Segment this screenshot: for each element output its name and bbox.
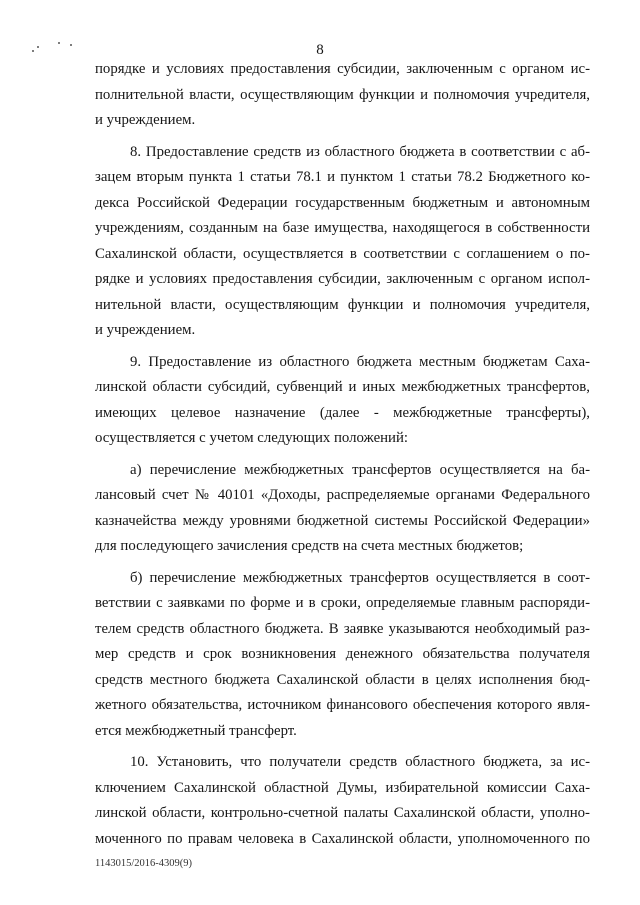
text-line: нительной власти, осуществляющим функции и полномочия учредителя, xyxy=(95,296,590,313)
text-line: жетного обязательства, источником финансового обеспечения которого явля- xyxy=(95,697,590,713)
text-line: зацем вторым пункта 1 статьи 78.1 и пунктом 1 статьи 78.2 Бюджетного ко- xyxy=(95,169,590,185)
text-line: имеющих целевое назначение (далее - межбюджетные трансферты), xyxy=(95,404,590,421)
paragraph xyxy=(95,350,590,452)
paragraph xyxy=(95,566,590,745)
text-line: и учреждением. xyxy=(95,322,196,338)
text-line: ключением Сахалинской областной Думы, избирательной комиссии Саха- xyxy=(95,779,590,796)
text-line: ется межбюджетный трансферт. xyxy=(95,722,297,739)
text-line: декса Российской Федерации государственным бюджетным и автономным xyxy=(95,194,590,211)
text-line: б) перечисление межбюджетных трансфертов осуществляется в соот- xyxy=(130,569,590,586)
text-line: лансовый счет № 40101 «Доходы, распределяемые органами Федерального xyxy=(95,487,590,503)
text-line: для последующего зачисления средств на счета местных бюджетов; xyxy=(95,538,524,554)
text-line: телем средств областного бюджета. В заявке указываются необходимый раз- xyxy=(95,620,590,637)
text-line: линской области субсидий, субвенций и иных межбюджетных трансфертов, xyxy=(95,379,590,395)
text-line: мер средств и срок возникновения денежного обязательства получателя xyxy=(95,646,590,662)
text-line: линской области, контрольно-счетной палаты Сахалинской области, уполно- xyxy=(95,805,590,821)
text-line: моченного по правам человека в Сахалинской области, уполномоченного по xyxy=(95,830,590,847)
text-line: Сахалинской области, осуществляется в соответствии с соглашением о по- xyxy=(95,245,590,262)
text-line: а) перечисление межбюджетных трансфертов осуществляется на ба- xyxy=(130,461,590,478)
text-line: осуществляется с учетом следующих положений: xyxy=(95,430,409,446)
document-code: 1143015/2016-4309(9) xyxy=(95,858,193,869)
text-line: 10. Установить, что получатели средств областного бюджета, за ис- xyxy=(130,754,590,770)
paragraph xyxy=(95,57,590,134)
document-body xyxy=(95,57,590,852)
text-line: 8. Предоставление средств из областного бюджета в соответствии с аб- xyxy=(130,143,590,160)
paragraph xyxy=(95,458,590,560)
text-line: учреждениям, созданным на базе имущества, находящегося в собственности xyxy=(95,220,590,236)
text-line: средств местного бюджета Сахалинской области в целях исполнения бюд- xyxy=(95,671,590,688)
paragraph xyxy=(95,140,590,344)
text-line: и учреждением. xyxy=(95,112,196,128)
paragraph xyxy=(95,750,590,852)
text-line: казначейства между уровнями бюджетной системы Российской Федерации» xyxy=(95,512,590,529)
text-line: порядке и условиях предоставления субсидии, заключенным с органом ис- xyxy=(95,61,590,77)
text-line: полнительной власти, осуществляющим функции и полномочия учредителя, xyxy=(95,86,590,103)
text-line: ветствии с заявками по форме и в сроки, определяемые главным распоряди- xyxy=(95,595,590,611)
text-line: 9. Предоставление из областного бюджета местным бюджетам Саха- xyxy=(130,353,590,370)
text-line: рядке и условиях предоставления субсидии, заключенным с органом испол- xyxy=(95,271,590,287)
page-number: 8 xyxy=(316,42,324,58)
